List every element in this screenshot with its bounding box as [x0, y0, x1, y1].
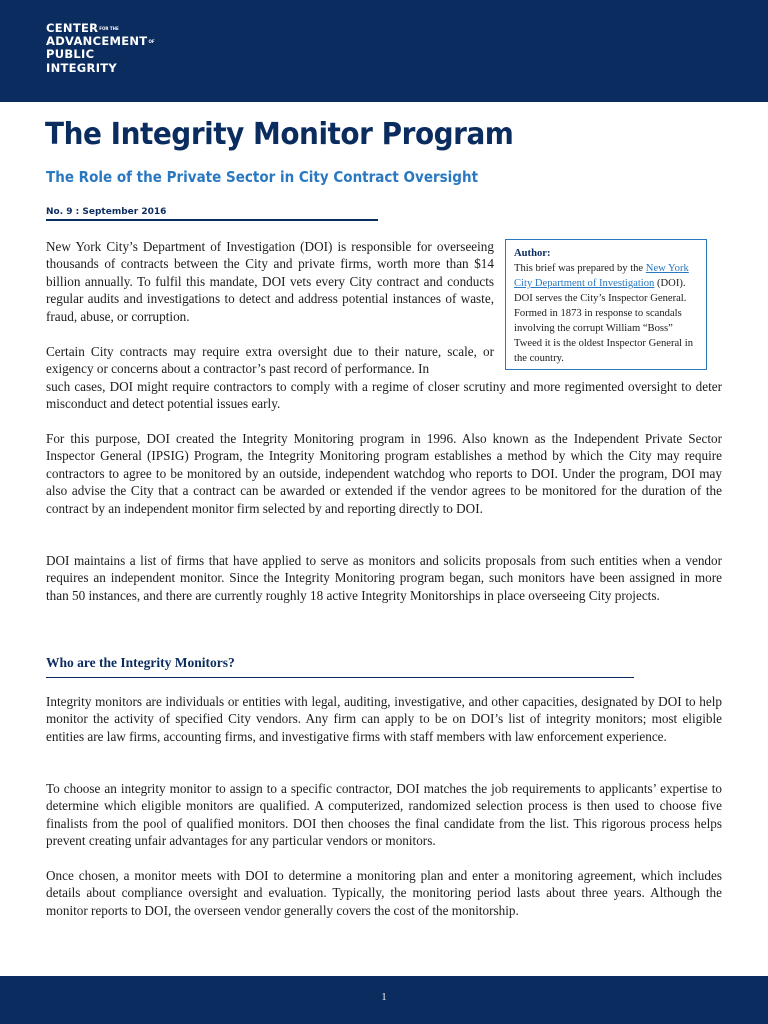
- paragraph-2-continued: such cases, DOI might require contractors to comply with a regime of closer scrutiny and more regimented oversight to deter misconduct and detect potential issues early.: [46, 379, 722, 412]
- author-label: Author:: [514, 248, 551, 259]
- logo-line-public: PUBLIC: [46, 47, 95, 62]
- page-title: The Integrity Monitor Program: [45, 117, 514, 152]
- section-divider: [46, 677, 634, 678]
- logo-line-center: $CENTER^{FOR THE}$: [46, 21, 119, 35]
- logo-line-integrity: INTEGRITY: [46, 60, 118, 75]
- paragraph-2-wrapped: Certain City contracts may require extra oversight due to their nature, scale, or exigency or concerns about a contractor’s past record of performance. In: [46, 344, 494, 377]
- author-sidebar: [505, 239, 707, 370]
- paragraph-5: Integrity monitors are individuals or entities with legal, auditing, investigative, and other capacities, designated by DOI to help monitor the activity of specified City vendors. Any firm can apply to be on DOI’s list of integrity monitors; most eligible entities are law firms, accounting firms, and investigative firms with staff members with law enforcement experience.: [46, 694, 722, 744]
- paragraph-4: DOI maintains a list of firms that have applied to serve as monitors and solicits proposals from such entities when a vendor requires an independent monitor. Since the Integrity Monitoring program began, such monitors have been assigned in more than 50 instances, and there are currently roughly 18 active Integrity Monitorships in place overseeing City projects.: [46, 553, 722, 603]
- page-number: 1: [381, 992, 387, 1003]
- paragraph-1: New York City’s Department of Investigation (DOI) is responsible for overseeing thousands of contracts between the City and private firms, worth more than $14 billion annually. To fulfil this mandate, DOI vets every City contract and conducts regular audits and investigations to detect and address potential instances of waste, fraud, abuse, or corruption.: [46, 239, 494, 324]
- paragraph-6: To choose an integrity monitor to assign to a specific contractor, DOI matches the job requirements to applicants’ expertise to determine which eligible monitors are qualified. A computerized, randomized selection process is then used to choose five finalists from the pool of qualified monitors. DOI then chooses the final candidate from the list. This rigorous process helps prevent creating unfair advantages for any particular vendors or monitors.: [46, 781, 722, 849]
- organization-logo: [46, 22, 155, 75]
- author-text-before: This brief was prepared by the: [514, 263, 646, 274]
- author-text-after: (DOI). DOI serves the City’s Inspector General. Formed in 1873 in response to scandals involving the corrupt William “Boss” Tweed it is the oldest Inspector General in the country.: [514, 278, 694, 364]
- section-heading: Who are the Integrity Monitors?: [46, 655, 235, 670]
- issue-divider: [46, 219, 378, 221]
- page-subtitle: The Role of the Private Sector in City Contract Oversight: [46, 168, 479, 186]
- paragraph-3: For this purpose, DOI created the Integrity Monitoring program in 1996. Also known as the Independent Private Sector Inspector General (IPSIG) Program, the Integrity Monitoring program establishes a method by which the City may require contractors to agree to be monitored by an outside, independent watchdog who reports to DOI. Under the program, DOI may also advise the City that a contract can be awarded or extended if the vendor agrees to be monitored for the duration of the contract by an independent monitor firm selected by and reporting directly to DOI.: [46, 431, 722, 516]
- issue-label: No. 9 : September 2016: [46, 207, 167, 217]
- header-bar: [0, 0, 768, 102]
- doi-link[interactable]: New York City Department of Investigation: [514, 263, 689, 289]
- paragraph-7: Once chosen, a monitor meets with DOI to determine a monitoring plan and enter a monitoring agreement, which includes details about compliance oversight and evaluation. Typically, the monitoring period lasts about three years. Although the monitor reports to DOI, the overseen vendor generally covers the cost of the monitorship.: [46, 868, 722, 918]
- logo-line-advancement: $ADVANCEMENT^{OF}$: [46, 34, 155, 49]
